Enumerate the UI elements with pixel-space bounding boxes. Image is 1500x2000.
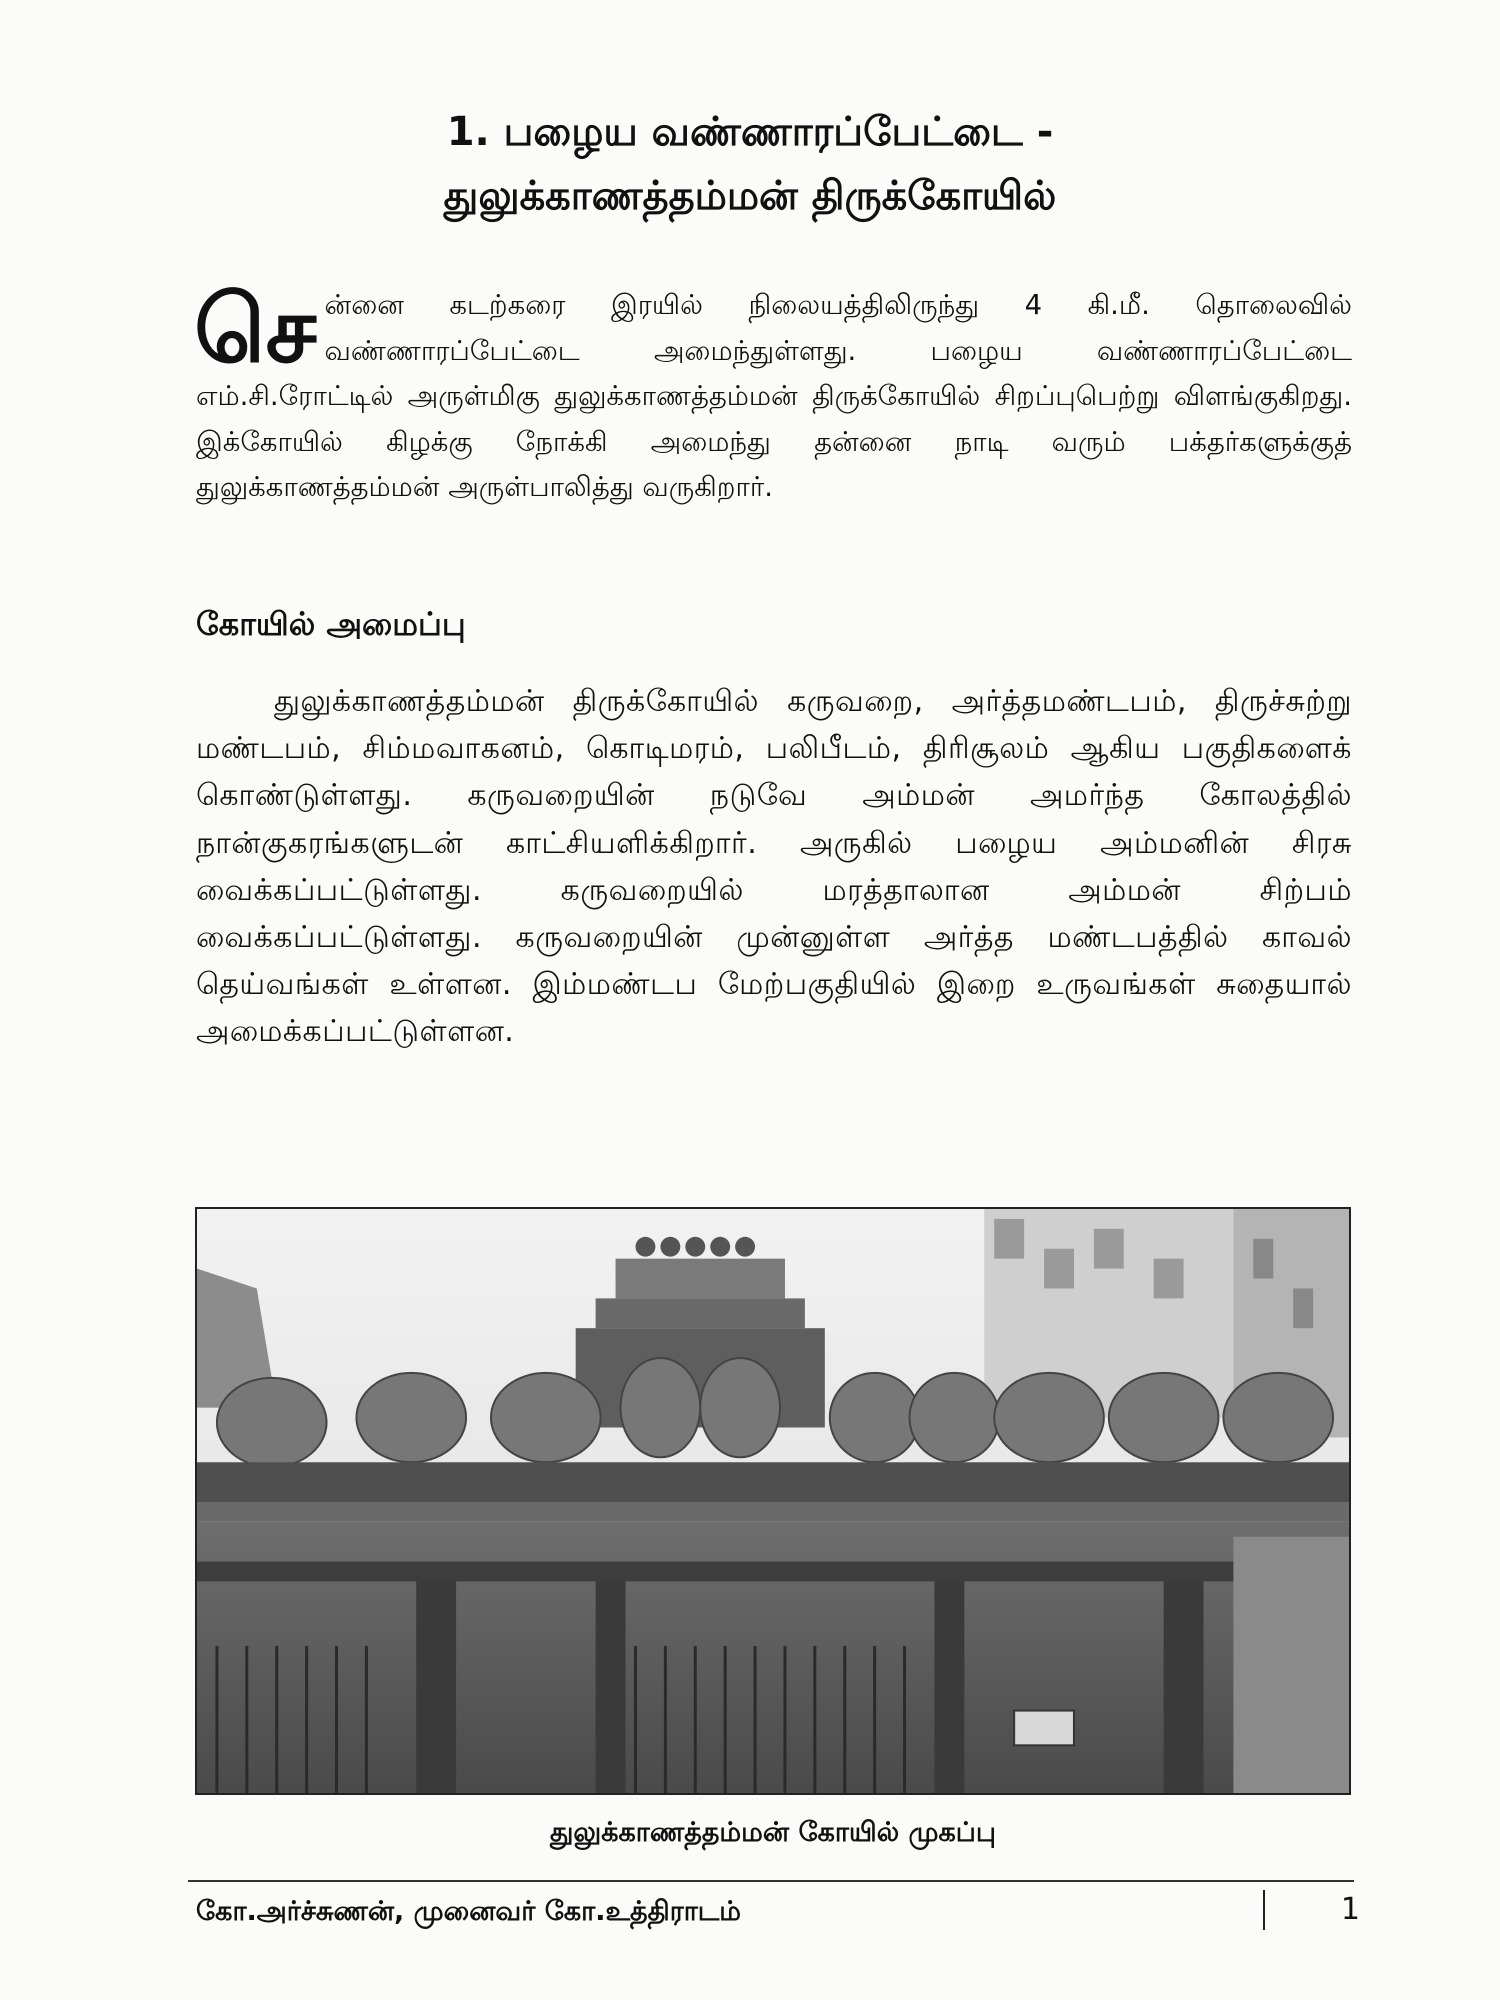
drop-cap: செ — [194, 276, 317, 383]
page-number: 1 — [1340, 1892, 1360, 1927]
chapter-title-line-2: துலுக்காணத்தம்மன் திருக்கோயில் — [443, 173, 1057, 219]
temple-facade-illustration — [197, 1209, 1349, 1793]
chapter-title — [150, 100, 1350, 228]
photo-caption: துலுக்காணத்தம்மன் கோயில் முகப்பு — [550, 1817, 996, 1848]
intro-paragraph — [194, 276, 1352, 511]
chapter-title-line-1: 1. பழைய வண்ணாரப்பேட்டை - — [446, 109, 1054, 155]
intro-text: ன்னை கடற்கரை இரயில் நிலையத்திலிருந்து 4 கி.மீ. தொலைவில் வண்ணாரப்பேட்டை அமைந்துள்ளது. பழைய வண்ணாரப்பேட்டை எம்.சி.ரோட்டில் அருள்மிகு துலுக்காணத்தம்மன் திருக்கோயில் சிறப்புபெற்று விளங்குகிறது. இக்கோயில் கிழக்கு நோக்கி அமைந்து தன்னை நாடி வரும் பக்தர்களுக்குத் துலுக்காணத்தம்மன் அருள்பாலித்து வருகிறார். — [196, 289, 1352, 503]
footer-separator — [1263, 1890, 1265, 1930]
temple-facade-photo — [195, 1207, 1351, 1795]
footer-rule — [188, 1880, 1354, 1882]
section-body-paragraph: துலுக்காணத்தம்மன் திருக்கோயில் கருவறை, அர்த்தமண்டபம், திருச்சுற்று மண்டபம், சிம்மவாகனம், கொடிமரம், பலிபீடம், திரிசூலம் ஆகிய பகுதிகளைக் கொண்டுள்ளது. கருவறையின் நடுவே அம்மன் அமர்ந்த கோலத்தில் நான்குகரங்களுடன் காட்சியளிக்கிறார். அருகில் பழைய அம்மனின் சிரசு வைக்கப்பட்டுள்ளது. கருவறையில் மரத்தாலான அம்மன் சிற்பம் வைக்கப்பட்டுள்ளது. கருவறையின் முன்னுள்ள அர்த்த மண்டபத்தில் காவல் தெய்வங்கள் உள்ளன. இம்மண்டப மேற்பகுதியில் இறை உருவங்கள் சுதையால் அமைக்கப்பட்டுள்ளன. — [196, 684, 1352, 1050]
footer-author: கோ.அர்ச்சுணன், முனைவர் கோ.உத்திராடம் — [196, 1896, 742, 1927]
section-heading: கோயில் அமைப்பு — [196, 605, 466, 643]
